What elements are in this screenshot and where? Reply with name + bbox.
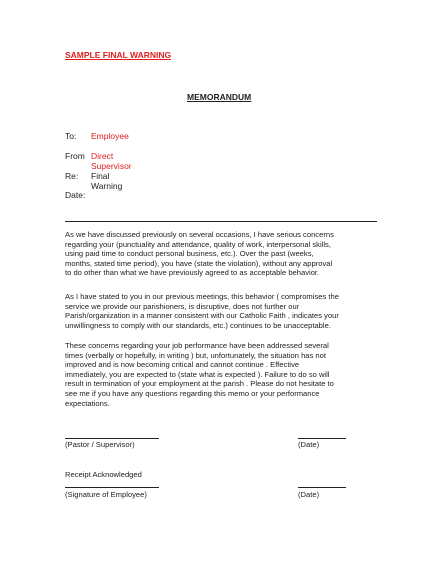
employee-signature-label: (Signature of Employee)	[65, 490, 147, 499]
to-value: Employee	[91, 131, 129, 141]
paragraph-behavior	[65, 292, 381, 330]
date-label-2: (Date)	[298, 490, 320, 499]
re-value: Final Warning	[91, 171, 123, 191]
line: see me if you have any questions regarding this memo or your performance	[65, 388, 320, 398]
line: using paid time to conduct personal business, etc.). Over the past (weeks,	[65, 249, 314, 259]
date-label: Date:	[65, 190, 86, 200]
pastor-signature-label: (Pastor / Supervisor)	[65, 440, 135, 449]
line: to do other than what we have previously agreed to as acceptable behavior.	[65, 268, 320, 278]
date-label-1: (Date)	[298, 440, 320, 449]
employee-signature-line	[65, 487, 159, 488]
paragraph-concerns	[65, 230, 381, 278]
line: expectations.	[65, 398, 110, 408]
document-title: SAMPLE FINAL WARNING	[65, 50, 172, 60]
line: result in termination of your employment at the parish . Please do not hesitate to	[65, 379, 334, 389]
from-label: From	[65, 151, 85, 161]
re-label: Re:	[65, 171, 79, 181]
line: regarding your (punctuality and attendance, quality of work, interpersonal skills,	[65, 239, 331, 249]
line: months, stated time period), you have (state the violation), without any approval	[65, 258, 333, 268]
line: These concerns regarding your job performance have been addressed several	[65, 341, 329, 350]
line: Parish/organization in a manner consistent with our Catholic Faith , indicates your	[65, 311, 339, 321]
to-label: To:	[65, 131, 77, 141]
line: unwillingness to comply with our standards, etc.) continues to be unacceptable.	[65, 320, 331, 330]
from-value: Direct Supervisor	[91, 151, 132, 171]
line: improved and is now becoming critical and cannot continue . Effective	[65, 360, 300, 370]
line: service we provide our parishioners, is disruptive, does not further our	[65, 301, 300, 311]
line: immediately, you are expected to (state what is expected ). Failure to do so will	[65, 369, 330, 379]
date-line-1	[298, 438, 346, 439]
line: times (verbally or hopefully, in writing ) but, unfortunately, the situation has not	[65, 350, 326, 360]
pastor-signature-line	[65, 438, 159, 439]
header-divider	[65, 221, 377, 222]
receipt-acknowledged: Receipt Acknowledged	[65, 470, 142, 479]
date-line-2	[298, 487, 346, 488]
line: As I have stated to you in our previous meetings, this behavior ( compromises the	[65, 292, 339, 301]
line: As we have discussed previously on several occasions, I have serious concerns	[65, 230, 334, 239]
paragraph-performance	[65, 341, 381, 408]
memorandum-heading: MEMORANDUM	[187, 92, 252, 102]
